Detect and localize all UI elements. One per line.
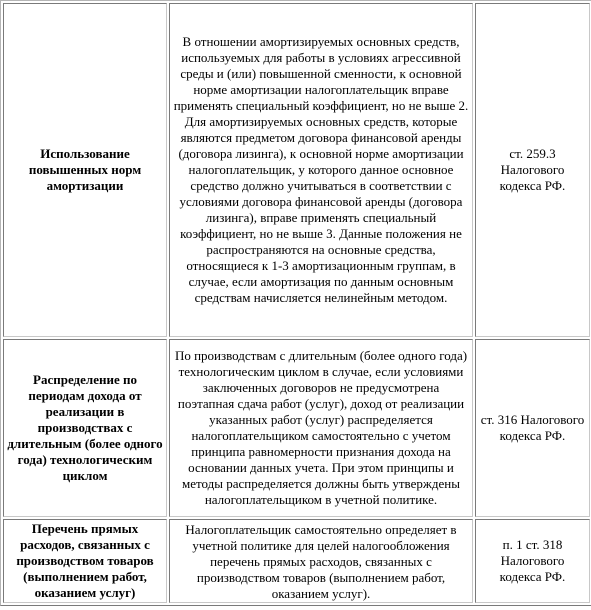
row-title: Перечень прямых расходов, связанных с производством товаров (выполнением работ, оказанием услуг)	[3, 519, 167, 603]
row-reference: ст. 316 Налогового кодекса РФ.	[475, 339, 590, 517]
row-reference: ст. 259.3 Налогового кодекса РФ.	[475, 3, 590, 337]
row-title: Распределение по периодам дохода от реализации в производствах с длительным (более одного года) технологическим циклом	[3, 339, 167, 517]
row-description: В отношении амортизируемых основных средств, используемых для работы в условиях агрессивной среды и (или) повышенной сменности, к основной норме амортизации налогоплательщик вправе применять специальный коэффициент, но не выше 2. Для амортизируемых основных средств, которые являются предметом договора финансовой аренды (договора лизинга), к основной норме амортизации налогоплательщик, у которого данное основное средство должно учитываться в соответствии с условиями договора финансовой аренды (договора лизинга), вправе применять специальный коэффициент, но не выше 3. Данные положения не распространяются на основные средства, относящиеся к 1-3 амортизационным группам, в случае, если амортизация по данным основным средствам начисляется нелинейным методом.	[169, 3, 473, 337]
table-row	[3, 339, 590, 517]
row-reference: п. 1 ст. 318 Налогового кодекса РФ.	[475, 519, 590, 603]
row-description: Налогоплательщик самостоятельно определяет в учетной политике для целей налогообложения перечень прямых расходов, связанных с производством товаров (выполнением работ, оказанием услуг).	[169, 519, 473, 603]
table-row	[3, 519, 590, 603]
row-description: По производствам с длительным (более одного года) технологическим циклом в случае, если условиями заключенных договоров не предусмотрена поэтапная сдача работ (услуг), доход от реализации указанных работ (услуг) распределяется налогоплательщиком самостоятельно с учетом принципа равномерности признания дохода на основании данных учета. При этом принципы и методы распределяется должны быть утверждены налогоплательщиком в учетной политике.	[169, 339, 473, 517]
row-title: Использование повышенных норм амортизации	[3, 3, 167, 337]
table-row	[3, 3, 590, 337]
